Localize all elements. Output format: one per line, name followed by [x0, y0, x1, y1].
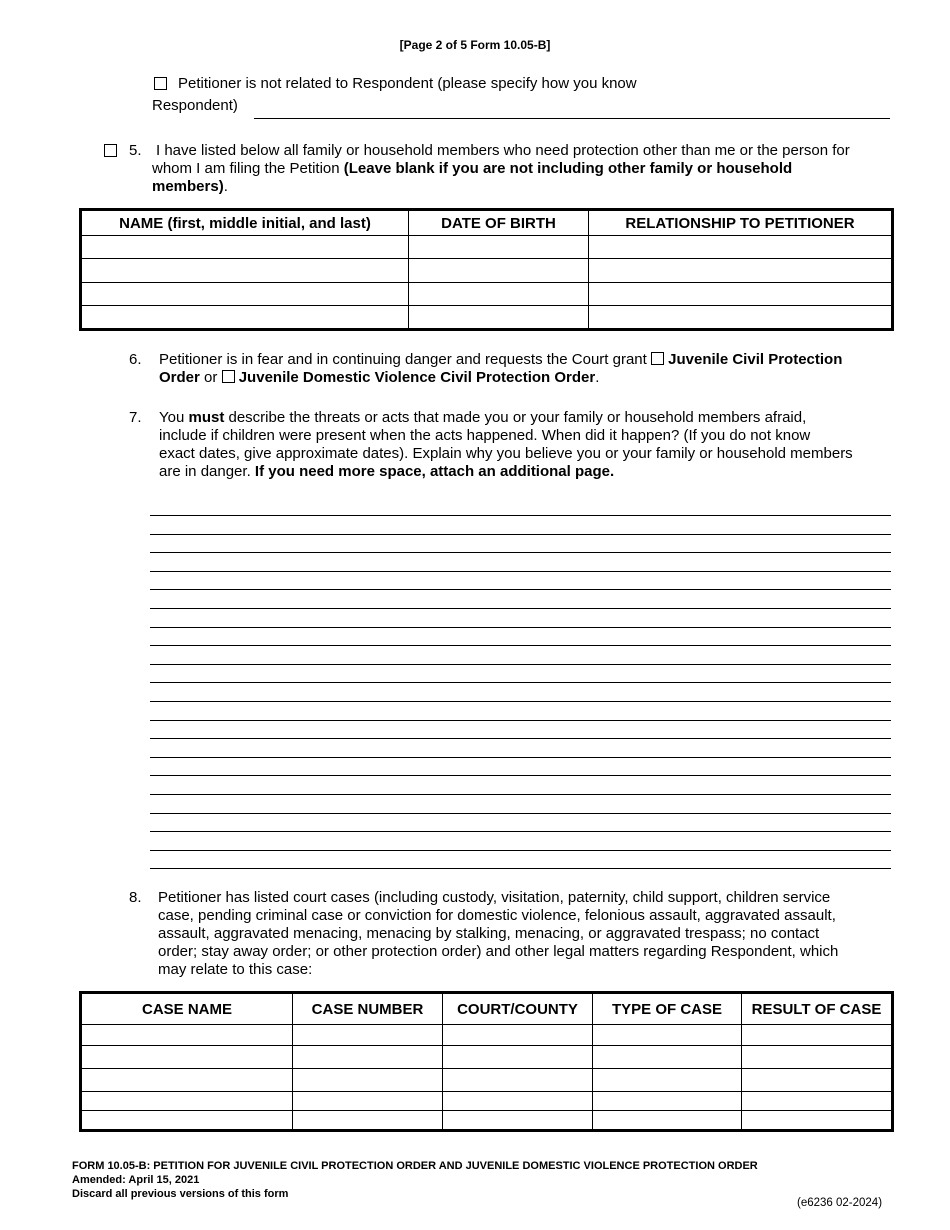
juvenile-cpo-checkbox[interactable] [651, 352, 664, 365]
writing-line[interactable] [150, 813, 891, 814]
table-cell-input[interactable] [81, 1069, 293, 1092]
item6-line1: Petitioner is in fear and in continuing danger and requests the Court grant Juvenile Civil Protection [159, 351, 843, 368]
table-cell-input[interactable] [409, 259, 589, 283]
table-header-row [81, 993, 893, 1025]
table-cell-input[interactable] [742, 1069, 893, 1092]
writing-line[interactable] [150, 515, 891, 516]
column-header: NAME (first, middle initial, and last) [81, 210, 409, 236]
item8-line2: case, pending criminal case or conviction for domestic violence, felonious assault, aggravated assault, [158, 907, 836, 924]
table-cell-input[interactable] [589, 259, 893, 283]
item5-line2: whom I am filing the Petition (Leave blank if you are not including other family or household [152, 160, 793, 177]
table-cell-input[interactable] [293, 1111, 443, 1131]
writing-line[interactable] [150, 701, 891, 702]
table-row [81, 1111, 893, 1131]
column-header: DATE OF BIRTH [409, 210, 589, 236]
item7-line1: You must describe the threats or acts that made you or your family or household members afraid, [159, 409, 807, 426]
table-cell-input[interactable] [81, 283, 409, 306]
table-cell-input[interactable] [593, 1092, 742, 1111]
table-cell-input[interactable] [742, 1092, 893, 1111]
table-cell-input[interactable] [81, 1025, 293, 1046]
table-cell-input[interactable] [443, 1111, 593, 1131]
column-header: CASE NUMBER [293, 993, 443, 1025]
column-header: TYPE OF CASE [593, 993, 742, 1025]
table-cell-input[interactable] [593, 1025, 742, 1046]
footer-discard: Discard all previous versions of this form [72, 1188, 289, 1200]
writing-line[interactable] [150, 645, 891, 646]
writing-line[interactable] [150, 720, 891, 721]
item8-line4: order; stay away order; or other protection order) and other legal matters regarding Respondent, which [158, 943, 839, 960]
table-cell-input[interactable] [409, 236, 589, 259]
item5-line1: I have listed below all family or household members who need protection other than me or the person for [156, 142, 850, 159]
item5-line3: members). [152, 178, 228, 195]
writing-line[interactable] [150, 608, 891, 609]
item8-line5: may relate to this case: [158, 961, 313, 978]
writing-line[interactable] [150, 868, 891, 869]
table-cell-input[interactable] [293, 1069, 443, 1092]
writing-line[interactable] [150, 738, 891, 739]
table-row [81, 1069, 893, 1092]
footer-amended: Amended: April 15, 2021 [72, 1174, 200, 1186]
item6-line2: Order or Juvenile Domestic Violence Civil Protection Order. [159, 369, 600, 386]
writing-line[interactable] [150, 589, 891, 590]
table-row [81, 1092, 893, 1111]
table-cell-input[interactable] [443, 1092, 593, 1111]
table-cell-input[interactable] [81, 306, 409, 330]
writing-line[interactable] [150, 775, 891, 776]
table-cell-input[interactable] [293, 1092, 443, 1111]
item7-number: 7. [129, 409, 142, 426]
table-cell-input[interactable] [593, 1069, 742, 1092]
item8-line3: assault, aggravated menacing, menacing by stalking, menacing, or aggravated trespass; no contact [158, 925, 820, 942]
relationship-specify-line[interactable] [254, 118, 890, 119]
court-cases-table [79, 991, 894, 1132]
table-cell-input[interactable] [589, 306, 893, 330]
table-row [81, 236, 893, 259]
table-cell-input[interactable] [293, 1025, 443, 1046]
column-header: RELATIONSHIP TO PETITIONER [589, 210, 893, 236]
table-row [81, 1046, 893, 1069]
item7-line4: are in danger. If you need more space, attach an additional page. [159, 463, 615, 480]
table-cell-input[interactable] [443, 1046, 593, 1069]
writing-line[interactable] [150, 757, 891, 758]
writing-line[interactable] [150, 627, 891, 628]
table-cell-input[interactable] [81, 259, 409, 283]
item7-line3: exact dates, give approximate dates). Explain why you believe you or your family or household members [159, 445, 853, 462]
description-writing-area[interactable] [150, 498, 891, 870]
table-row [81, 1025, 893, 1046]
writing-line[interactable] [150, 552, 891, 553]
table-cell-input[interactable] [742, 1111, 893, 1131]
table-cell-input[interactable] [742, 1025, 893, 1046]
writing-line[interactable] [150, 850, 891, 851]
column-header: COURT/COUNTY [443, 993, 593, 1025]
footer-form-title: FORM 10.05-B: PETITION FOR JUVENILE CIVIL PROTECTION ORDER AND JUVENILE DOMESTIC VIOLENCE PROTECTION ORDER [72, 1160, 758, 1172]
writing-line[interactable] [150, 571, 891, 572]
writing-line[interactable] [150, 794, 891, 795]
not-related-checkbox[interactable] [154, 77, 167, 90]
table-cell-input[interactable] [409, 306, 589, 330]
footer-form-code: (e6236 02-2024) [797, 1197, 883, 1209]
table-cell-input[interactable] [443, 1025, 593, 1046]
table-cell-input[interactable] [742, 1046, 893, 1069]
item8-line1: Petitioner has listed court cases (including custody, visitation, paternity, child support, children service [158, 889, 831, 906]
table-cell-input[interactable] [443, 1069, 593, 1092]
table-row [81, 283, 893, 306]
table-cell-input[interactable] [81, 1092, 293, 1111]
writing-line[interactable] [150, 664, 891, 665]
table-cell-input[interactable] [409, 283, 589, 306]
column-header: RESULT OF CASE [742, 993, 893, 1025]
juvenile-dv-cpo-checkbox[interactable] [222, 370, 235, 383]
table-cell-input[interactable] [81, 1111, 293, 1131]
household-members-table [79, 208, 894, 331]
item5-checkbox[interactable] [104, 144, 117, 157]
table-cell-input[interactable] [81, 236, 409, 259]
item7-line2: include if children were present when the acts happened. When did it happen? (If you do not know [159, 427, 811, 444]
item5-number: 5. [129, 142, 142, 159]
table-cell-input[interactable] [589, 283, 893, 306]
table-cell-input[interactable] [593, 1111, 742, 1131]
page-label: [Page 2 of 5 Form 10.05-B] [399, 38, 551, 52]
column-header: CASE NAME [81, 993, 293, 1025]
item8-number: 8. [129, 889, 142, 906]
table-row [81, 259, 893, 283]
table-cell-input[interactable] [593, 1046, 742, 1069]
writing-line[interactable] [150, 831, 891, 832]
not-related-line2: Respondent) [152, 97, 238, 114]
writing-line[interactable] [150, 534, 891, 535]
item6-number: 6. [129, 351, 142, 368]
table-cell-input[interactable] [589, 236, 893, 259]
table-row [81, 306, 893, 330]
not-related-line1: Petitioner is not related to Respondent (please specify how you know [178, 75, 637, 92]
table-cell-input[interactable] [81, 1046, 293, 1069]
table-header-row [81, 210, 893, 236]
table-cell-input[interactable] [293, 1046, 443, 1069]
writing-line[interactable] [150, 682, 891, 683]
